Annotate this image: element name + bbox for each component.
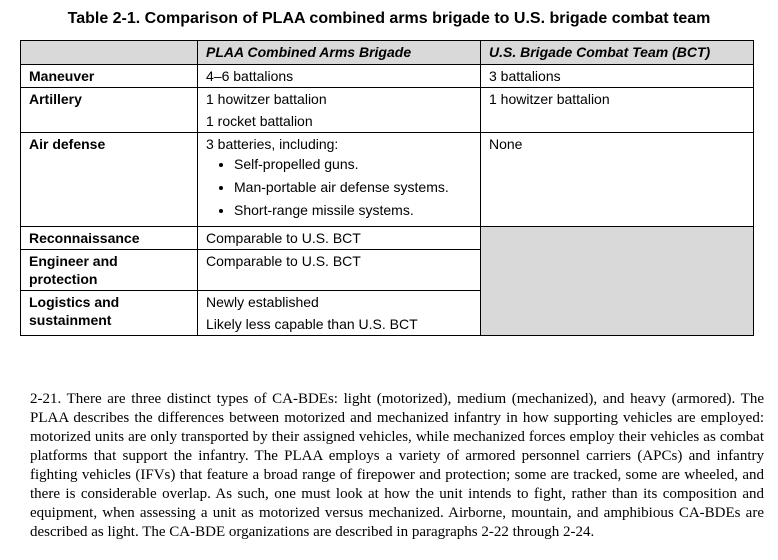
cell-text: 1 howitzer battalion — [206, 91, 327, 107]
row-label: Reconnaissance — [21, 227, 198, 250]
us-shaded-cell — [481, 227, 754, 336]
list-item: • Man-portable air defense systems. — [234, 178, 472, 196]
us-cell — [481, 88, 754, 133]
cell-text: 4–6 battalions — [206, 68, 294, 84]
cell-text: Likely less capable than U.S. BCT — [206, 316, 418, 332]
table-caption: Table 2-1. Comparison of PLAA combined arms brigade to U.S. brigade combat team — [67, 10, 711, 27]
plaa-cell — [198, 88, 481, 133]
cell-text: Comparable to U.S. BCT — [206, 253, 361, 269]
cell-text: 3 battalions — [489, 68, 561, 84]
us-cell — [481, 65, 754, 88]
row-label: Maneuver — [21, 65, 198, 88]
plaa-cell — [198, 291, 481, 336]
row-label: Engineer and protection — [21, 250, 198, 291]
cell-text: Newly established — [206, 294, 319, 310]
cell-text: 1 howitzer battalion — [489, 91, 610, 107]
row-label: Air defense — [21, 133, 198, 227]
plaa-cell — [198, 65, 481, 88]
header-us-bct: U.S. Brigade Combat Team (BCT) — [481, 41, 754, 65]
list-item: • Self-propelled guns. — [234, 155, 472, 173]
comparison-table — [20, 40, 754, 336]
us-cell — [481, 133, 754, 227]
header-plaa: PLAA Combined Arms Brigade — [198, 41, 481, 65]
cell-text: 3 batteries, including: — [206, 136, 339, 152]
paragraph-text: There are three distinct types of CA-BDEs: light (motorized), medium (mechanized), and heavy (armored). The PLAA describes the differences between motorized and mechanized infantry in how supporting vehicles are employed: motorized units are only transported by their assigned vehicles, while mechanized forces employ their vehicles as combat platforms that support the infantry. The PLAA employs a variety of armored personnel carriers (APCs) and infantry fighting vehicles (IFVs) that feature a broad range of firepower and protection; some are tracked, some are wheeled, and there is considerable overlap. As such, one must look at how the unit intends to fight, rather than its composition and equipment, when assessing a unit as motorized versus mechanized. Airborne, mountain, and amphibious CA-BDEs are described as light. The CA-BDE organizations are described in paragraphs 2-22 through 2-24. — [30, 391, 764, 540]
header-corner-cell — [21, 41, 198, 65]
row-label: Artillery — [21, 88, 198, 133]
table-header-row — [21, 41, 754, 65]
table-row — [21, 88, 754, 133]
table-row — [21, 133, 754, 227]
plaa-cell — [198, 227, 481, 250]
bullet-list — [206, 155, 472, 219]
cell-text: None — [489, 136, 523, 152]
list-item: • Short-range missile systems. — [234, 201, 472, 219]
cell-text: 1 rocket battalion — [206, 113, 313, 129]
table-row — [21, 65, 754, 88]
table-row — [21, 227, 754, 250]
plaa-cell — [198, 133, 481, 227]
paragraph-number: 2-21. — [30, 391, 62, 407]
cell-text: Comparable to U.S. BCT — [206, 230, 361, 246]
body-paragraph — [30, 390, 764, 542]
row-label: Logistics and sustainment — [21, 291, 198, 336]
plaa-cell — [198, 250, 481, 291]
